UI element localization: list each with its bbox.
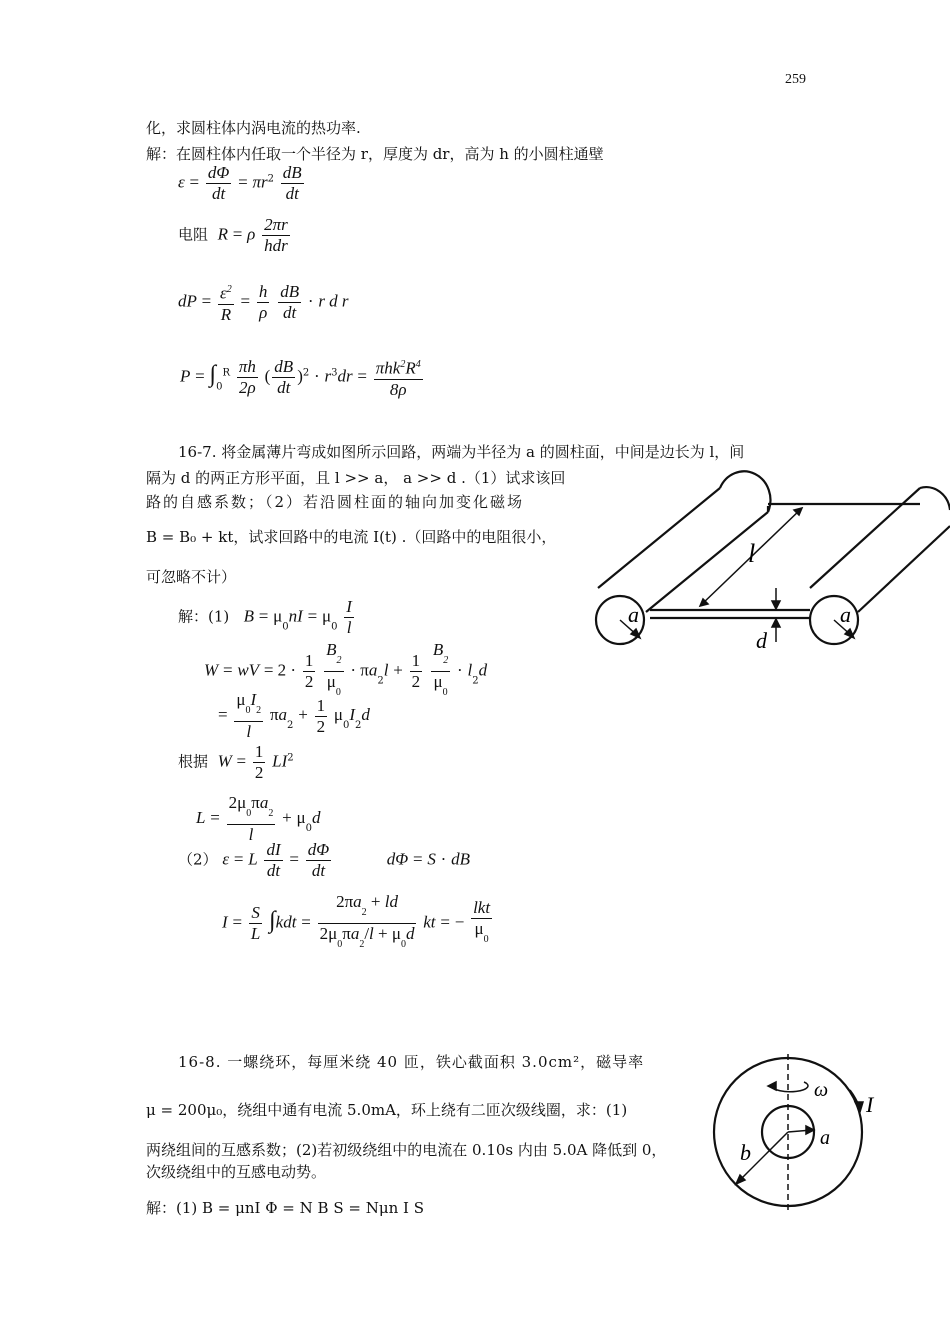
eq-b-field: 解：(1) $B = \mu_0nI = \mu_0$ $\frac{I}{l}$ [178, 597, 352, 637]
label-b: b [740, 1140, 751, 1165]
intro-line-1: 化，求圆柱体内涡电流的热功率. [146, 119, 361, 137]
p167-text-5: 可忽略不计） [146, 568, 237, 586]
eq-emf: ε = $\frac{d\Phi}{dt}$ = $\pi r^2$ $\frac{dB}{dt}$ [178, 163, 302, 203]
p168-text-2: μ = 200μ₀，绕组中通有电流 5.0mA，环上绕有二匝次级线圈，求：(1) [146, 1101, 628, 1119]
part2-label: （2） [178, 850, 218, 869]
solution-label: 解：(1) [178, 607, 230, 626]
page-number: 259 [785, 72, 806, 87]
p168-text-1: 16-8. 一螺绕环，每厘米绕 40 匝，铁心截面积 3.0cm²，磁导率 [178, 1053, 645, 1071]
label-d: d [756, 628, 767, 653]
p167-text-1: 16-7. 将金属薄片弯成如图所示回路，两端为半径为 a 的圆柱面，中间是边长为 l，间 [178, 443, 745, 461]
label-l: l [748, 539, 756, 568]
p167-text-3: 路的自感系数；（2）若沿圆柱面的轴向加变化磁场 [146, 493, 525, 511]
label-omega: ω [814, 1079, 829, 1101]
figure-16-8 [700, 1052, 900, 1212]
label-a-left: a [628, 602, 639, 627]
eq-energy-2: = $\frac{\mu_0I_2}{l}$ $\pi a_2$ + $\frac{1}{2}$ $\mu_0I_2d$ [218, 690, 370, 741]
label-a: a [820, 1127, 830, 1149]
p167-text-4: B = B₀ + kt，试求回路中的电流 I(t) .（回路中的电阻很小， [146, 528, 557, 546]
resistance-label: 电阻 [178, 225, 209, 244]
p168-text-4: 次级绕组中的互感电动势。 [146, 1163, 327, 1181]
eq-dp: dP = $\frac{\varepsilon^2}{R}$ = $\frac{h}{\rho}$ $\frac{dB}{dt}$ · r d r [178, 281, 349, 324]
intro-line-2: 解：在圆柱体内任取一个半径为 r，厚度为 dr，高为 h 的小圆柱通壁 [146, 145, 604, 163]
eq-part2: （2） ε = L $\frac{dI}{dt}$ = $\frac{d\Phi}{dt}$ dΦ = S · dB [178, 840, 471, 880]
p168-text-3: 两绕组间的互感系数；(2)若初级绕组中的电流在 0.10s 内由 5.0A 降低到 0， [146, 1141, 667, 1159]
eq-energy: W = wV = 2 · $\frac{1}{2}$ $\frac{B_2}{\mu_0}$ · $\pi a_2l$ + $\frac{1}{2}$ $\frac{B_2}{\mu_0}$ · $l_2d$ [204, 640, 488, 698]
p168-solution: 解：(1) B = μnI Φ = N B S = Nμn I S [146, 1199, 424, 1217]
eq-current: I = $\frac{S}{L}$ ∫kdt = $\frac{2\pi a_2 + ld}{2\mu_0\pi a_2/l + \mu_0d}$ kt = − $\frac{\text{lkt}}{\mu_0}$ [222, 892, 491, 950]
eq-inductance: L = $\frac{2\mu_0\pi a_2}{l}$ + $\mu_0d$ [196, 793, 321, 844]
basis-label: 根据 [178, 752, 209, 771]
p167-text-2: 隔为 d 的两正方形平面，且 l >> a， a >> d .（1）试求该回 [146, 469, 566, 487]
label-current: I [866, 1092, 874, 1117]
eq-basis: 根据 W = $\frac{1}{2}$ $LI^2$ [178, 742, 294, 782]
figure-16-7 [590, 470, 950, 660]
eq-resistance: 电阻 R = ρ $\frac{2\pi r}{\text{hdr}}$ [178, 215, 288, 255]
label-a-right: a [840, 602, 851, 627]
eq-power: $P = \int_0^R$ $\frac{\pi h}{2\rho}$ ( $\frac{dB}{dt}$ )$^2 \cdot r^3dr$ = $\frac{\pi hk^2R^4}{8\rho}$ [180, 356, 421, 399]
